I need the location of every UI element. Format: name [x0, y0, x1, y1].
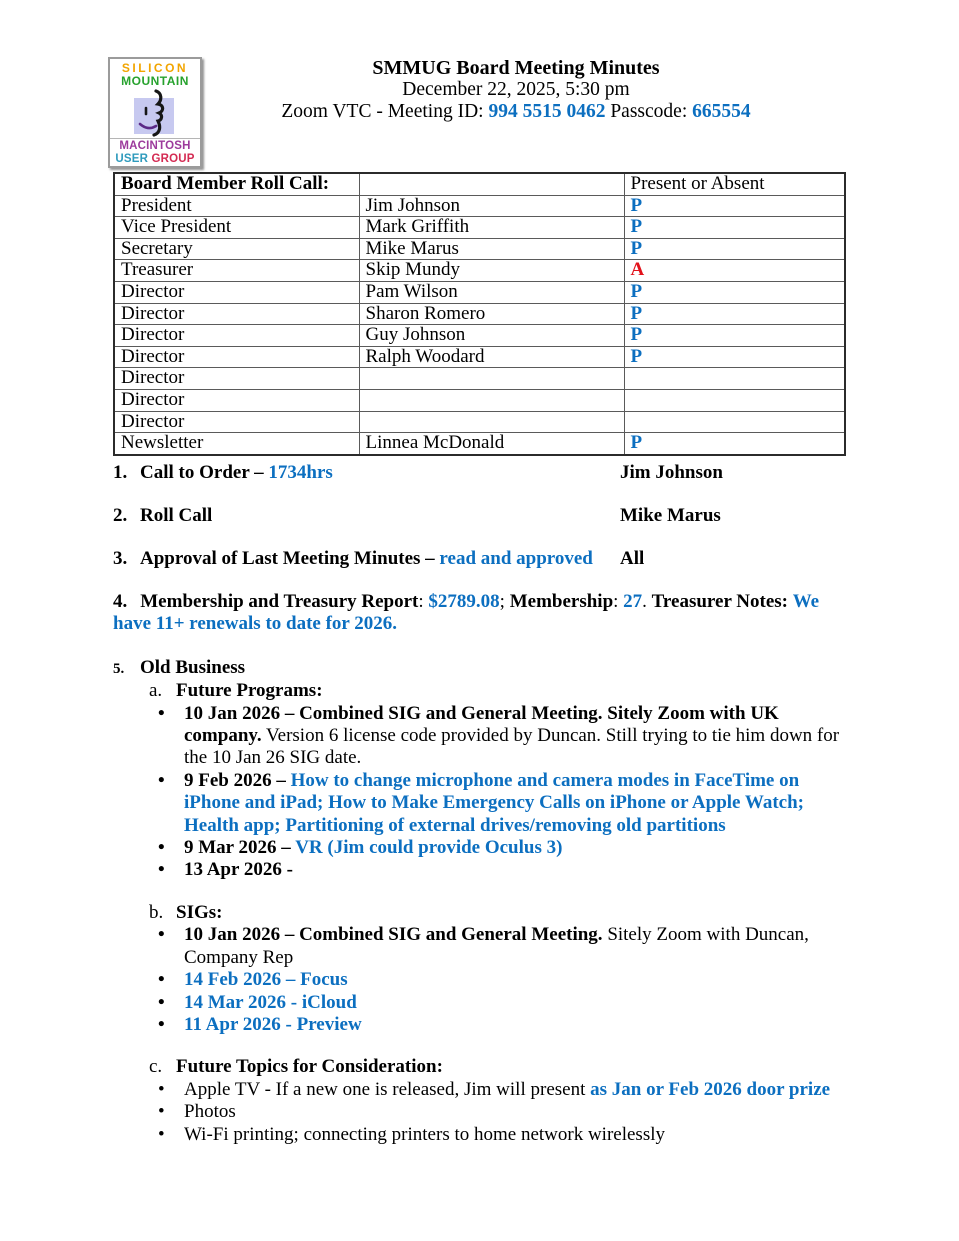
status-value: P — [630, 303, 643, 324]
list-item-text: Photos — [184, 1101, 236, 1123]
bullet-icon: • — [158, 1123, 165, 1145]
list-item-text: 14 Mar 2026 - iCloud — [184, 991, 357, 1013]
agenda-item-5 — [113, 657, 847, 680]
list-item — [113, 1079, 847, 1101]
member-name — [359, 411, 624, 433]
member-role: Director — [114, 389, 359, 411]
agenda-item-text: Approval of Last Meeting Minutes – read and approved — [140, 548, 593, 569]
section-letter: c. — [149, 1056, 163, 1078]
table-row — [114, 281, 845, 303]
status-value: A — [630, 259, 645, 281]
list-item-text: 13 Apr 2026 - — [184, 859, 293, 881]
list-item — [113, 837, 847, 859]
member-status — [624, 325, 845, 347]
status-value: P — [630, 195, 643, 216]
list-item — [113, 1101, 847, 1123]
section-letter: b. — [149, 901, 164, 923]
list-item-text: 10 Jan 2026 – Combined SIG and General Meeting. Sitely Zoom with Duncan, Company Rep — [184, 924, 809, 968]
member-role: President — [114, 195, 359, 217]
agenda-item-text: Membership and Treasury Report: $2789.08; Membership: 27. Treasurer Notes: We have 11+ renewals to date for 2026. — [113, 591, 820, 635]
member-role: Director — [114, 303, 359, 325]
list-item — [113, 992, 847, 1014]
col-header-name — [359, 173, 624, 195]
list-item — [113, 859, 847, 881]
status-value: P — [630, 281, 643, 302]
col-header-present-absent: Present or Absent — [624, 173, 845, 195]
list-item-text: 9 Feb 2026 – How to change microphone and camera modes in FaceTime on iPhone and iPad; How to Make Emergency Calls on iPhone or Apple Watch; Health app; Partitioning of external drives/removing old partitions — [184, 769, 804, 836]
logo-text-macintosh: MACINTOSH — [119, 140, 191, 152]
member-role: Newsletter — [114, 433, 359, 455]
member-status — [624, 411, 845, 433]
bullet-icon: • — [158, 1013, 165, 1035]
member-status — [624, 281, 845, 303]
member-role: Director — [114, 325, 359, 347]
bullet-icon: • — [158, 837, 165, 859]
logo-text-group: GROUP — [151, 152, 195, 165]
member-name: Pam Wilson — [359, 281, 624, 303]
meeting-date: December 22, 2025, 5:30 pm — [402, 79, 630, 100]
member-status — [624, 433, 845, 455]
table-row — [114, 325, 845, 347]
section-a-heading — [113, 680, 847, 702]
section-title: Future Topics for Consideration: — [176, 1056, 443, 1078]
status-value: P — [630, 346, 643, 367]
status-value: P — [630, 238, 643, 259]
member-name: Skip Mundy — [359, 260, 624, 282]
section-c-heading — [113, 1056, 847, 1078]
table-row — [114, 195, 845, 217]
table-row — [114, 411, 845, 433]
logo-text-usergroup — [110, 153, 200, 166]
member-role: Treasurer — [114, 260, 359, 282]
agenda-item-number: 1. — [113, 462, 128, 483]
member-status — [624, 238, 845, 260]
member-name: Sharon Romero — [359, 303, 624, 325]
bullet-icon: • — [158, 702, 165, 724]
agenda-item-2 — [113, 505, 847, 527]
bullet-icon: • — [158, 924, 165, 946]
list-item-text: Apple TV - If a new one is released, Jim will present as Jan or Feb 2026 door prize — [184, 1078, 831, 1100]
member-status — [624, 303, 845, 325]
agenda-item-number: 5. — [113, 660, 125, 677]
document-header — [113, 57, 919, 123]
agenda-item-1 — [113, 462, 847, 484]
agenda-item-3 — [113, 548, 847, 570]
agenda-item-owner: All — [620, 548, 645, 569]
list-item — [113, 1014, 847, 1036]
table-row — [114, 346, 845, 368]
member-name: Mark Griffith — [359, 217, 624, 239]
list-item-text: 11 Apr 2026 - Preview — [184, 1013, 362, 1035]
table-header-row — [114, 173, 845, 195]
agenda-item-text: Roll Call — [140, 505, 213, 526]
list-item — [113, 1124, 847, 1146]
bullet-icon: • — [158, 969, 165, 991]
list-item — [113, 703, 847, 770]
member-role: Director — [114, 281, 359, 303]
agenda-item-owner: Mike Marus — [620, 505, 721, 526]
meeting-zoom-info: Zoom VTC - Meeting ID: 994 5515 0462 Passcode: 665554 — [281, 101, 751, 122]
logo-text-silicon: SILICON — [121, 61, 189, 75]
logo-text-mountain: MOUNTAIN — [121, 74, 189, 88]
section-b-heading — [113, 902, 847, 924]
table-row — [114, 260, 845, 282]
bullet-icon: • — [158, 991, 165, 1013]
agenda-item-owner: Jim Johnson — [620, 462, 723, 483]
member-name: Mike Marus — [359, 238, 624, 260]
status-value: P — [630, 432, 643, 454]
member-role: Secretary — [114, 238, 359, 260]
member-name: Jim Johnson — [359, 195, 624, 217]
section-title: Future Programs: — [176, 680, 323, 702]
member-status — [624, 346, 845, 368]
member-status — [624, 389, 845, 411]
agenda-body — [113, 462, 847, 1146]
table-row — [114, 303, 845, 325]
member-name: Guy Johnson — [359, 325, 624, 347]
member-role: Director — [114, 368, 359, 390]
status-value: P — [630, 216, 643, 238]
status-value: P — [630, 324, 643, 346]
member-role: Vice President — [114, 217, 359, 239]
member-role: Director — [114, 411, 359, 433]
logo-bottom-strip — [110, 138, 200, 166]
section-title: SIGs: — [176, 901, 223, 923]
agenda-item-text: Old Business — [140, 656, 246, 678]
member-status — [624, 195, 845, 217]
list-item — [113, 969, 847, 991]
member-name: Linnea McDonald — [359, 433, 624, 455]
table-row — [114, 433, 845, 455]
table-row — [114, 389, 845, 411]
member-name — [359, 368, 624, 390]
list-item-text: 9 Mar 2026 – VR (Jim could provide Oculus 3) — [184, 837, 563, 859]
list-item — [113, 770, 847, 837]
list-item-text: 10 Jan 2026 – Combined SIG and General Meeting. Sitely Zoom with UK company. Version 6 license code provided by Duncan. Still trying to tie him down for the 10 Jan 26 SIG date. — [184, 702, 840, 769]
member-status — [624, 368, 845, 390]
member-name — [359, 389, 624, 411]
member-status — [624, 217, 845, 239]
agenda-item-4 — [113, 591, 847, 636]
member-status — [624, 260, 845, 282]
member-name: Ralph Woodard — [359, 346, 624, 368]
bullet-icon: • — [158, 769, 165, 791]
table-row — [114, 368, 845, 390]
bullet-icon: • — [158, 1101, 165, 1123]
page-title: SMMUG Board Meeting Minutes — [372, 57, 660, 79]
member-role: Director — [114, 346, 359, 368]
bullet-icon: • — [158, 1078, 165, 1100]
logo-text-user: USER — [115, 152, 149, 165]
agenda-item-number: 4. — [113, 591, 128, 612]
agenda-item-number: 2. — [113, 505, 128, 526]
list-item — [113, 924, 847, 969]
table-row — [114, 217, 845, 239]
agenda-item-number: 3. — [113, 548, 128, 569]
agenda-item-text: Call to Order – 1734hrs — [140, 462, 333, 483]
bullet-icon: • — [158, 859, 165, 881]
roll-call-table — [113, 172, 846, 456]
list-item-text: Wi-Fi printing; connecting printers to home network wirelessly — [184, 1123, 666, 1145]
col-header-roll-call: Board Member Roll Call: — [114, 173, 359, 195]
table-row — [114, 238, 845, 260]
section-letter: a. — [149, 680, 163, 702]
list-item-text: 14 Feb 2026 – Focus — [184, 969, 348, 991]
